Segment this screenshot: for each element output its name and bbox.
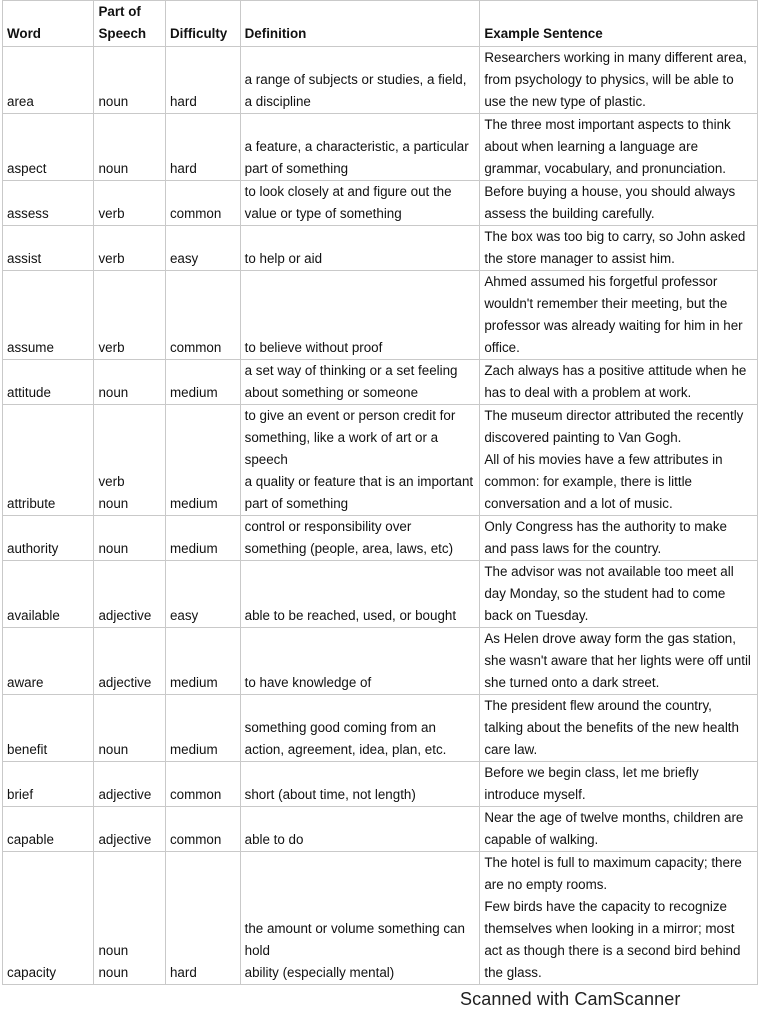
- example-sentence-cell-item: The box was too big to carry, so John asked the store manager to assist him.: [484, 229, 746, 266]
- part-of-speech-cell-item: verb: [98, 251, 125, 266]
- definition-cell-item: to have knowledge of: [244, 675, 372, 690]
- example-sentence-cell: [480, 628, 758, 695]
- word-cell: area: [3, 47, 94, 114]
- part-of-speech-cell-item: adjective: [98, 832, 152, 847]
- definition-cell: [240, 628, 480, 695]
- example-sentence-cell: [480, 852, 758, 985]
- vocabulary-sheet: [2, 0, 758, 985]
- example-sentence-cell-item: Before we begin class, let me briefly introduce myself.: [484, 765, 699, 802]
- word-cell: attitude: [3, 360, 94, 405]
- definition-cell: [240, 561, 480, 628]
- part-of-speech-cell: [94, 762, 166, 807]
- part-of-speech-cell: [94, 561, 166, 628]
- table-row: [3, 628, 758, 695]
- example-sentence-cell: [480, 561, 758, 628]
- word-cell: aspect: [3, 114, 94, 181]
- difficulty-cell: easy: [165, 226, 240, 271]
- header-difficulty: Difficulty: [165, 1, 240, 47]
- example-sentence-cell: [480, 516, 758, 561]
- example-sentence-cell-item: Ahmed assumed his forgetful professor wouldn't remember their meeting, but the professor was already waiting for him in her office.: [484, 274, 743, 355]
- part-of-speech-cell-item: noun: [98, 943, 129, 958]
- table-row: [3, 561, 758, 628]
- table-row: [3, 516, 758, 561]
- example-sentence-cell: [480, 47, 758, 114]
- part-of-speech-cell-item: noun: [98, 94, 129, 109]
- word-cell: assume: [3, 271, 94, 360]
- definition-cell-item: control or responsibility over something (people, area, laws, etc): [244, 519, 454, 556]
- part-of-speech-cell-item: adjective: [98, 675, 152, 690]
- example-sentence-cell: [480, 405, 758, 516]
- definition-cell: [240, 762, 480, 807]
- header-pos-line-2: Speech: [98, 26, 147, 41]
- part-of-speech-cell: [94, 114, 166, 181]
- part-of-speech-cell-item: noun: [98, 742, 129, 757]
- header-example-sentence: Example Sentence: [480, 1, 758, 47]
- definition-cell-item: to look closely at and figure out the value or type of something: [244, 184, 452, 221]
- part-of-speech-cell-item: adjective: [98, 787, 152, 802]
- part-of-speech-cell-item: adjective: [98, 608, 152, 623]
- difficulty-cell: easy: [165, 561, 240, 628]
- difficulty-cell: hard: [165, 114, 240, 181]
- example-sentence-cell: [480, 695, 758, 762]
- part-of-speech-cell-item: noun: [98, 965, 129, 980]
- definition-cell-item: ability (especially mental): [244, 965, 395, 980]
- part-of-speech-cell: [94, 807, 166, 852]
- definition-cell: [240, 47, 480, 114]
- word-cell: benefit: [3, 695, 94, 762]
- definition-cell: [240, 852, 480, 985]
- example-sentence-cell: [480, 226, 758, 271]
- part-of-speech-cell-item: noun: [98, 385, 129, 400]
- part-of-speech-cell: [94, 695, 166, 762]
- table-row: [3, 271, 758, 360]
- part-of-speech-cell-item: verb: [98, 206, 125, 221]
- table-row: [3, 360, 758, 405]
- header-word: Word: [3, 1, 94, 47]
- definition-cell-item: a feature, a characteristic, a particular part of something: [244, 139, 469, 176]
- table-row: [3, 695, 758, 762]
- part-of-speech-cell-item: noun: [98, 496, 129, 511]
- difficulty-cell: medium: [165, 405, 240, 516]
- definition-cell-item: able to be reached, used, or bought: [244, 608, 457, 623]
- word-cell: capacity: [3, 852, 94, 985]
- word-cell: assist: [3, 226, 94, 271]
- example-sentence-cell-item: Few birds have the capacity to recognize themselves when looking in a mirror; most act as though there is a second bird behind the glass.: [484, 899, 741, 980]
- part-of-speech-cell: [94, 271, 166, 360]
- difficulty-cell: common: [165, 807, 240, 852]
- difficulty-cell: hard: [165, 47, 240, 114]
- word-cell: capable: [3, 807, 94, 852]
- word-cell: available: [3, 561, 94, 628]
- example-sentence-cell: [480, 114, 758, 181]
- definition-cell-item: to give an event or person credit for something, like a work of art or a speech: [244, 408, 456, 467]
- header-part-of-speech: [94, 1, 166, 47]
- vocabulary-table: [2, 0, 758, 985]
- definition-cell-item: something good coming from an action, agreement, idea, plan, etc.: [244, 720, 447, 757]
- definition-cell-item: to believe without proof: [244, 340, 383, 355]
- word-cell: aware: [3, 628, 94, 695]
- part-of-speech-cell-item: verb: [98, 474, 125, 489]
- definition-cell-item: a range of subjects or studies, a field, a discipline: [244, 72, 467, 109]
- part-of-speech-cell: [94, 47, 166, 114]
- example-sentence-cell-item: Before buying a house, you should always assess the building carefully.: [484, 184, 736, 221]
- part-of-speech-cell: [94, 226, 166, 271]
- table-row: [3, 807, 758, 852]
- difficulty-cell: common: [165, 271, 240, 360]
- example-sentence-cell: [480, 271, 758, 360]
- example-sentence-cell-item: The three most important aspects to think about when learning a language are grammar, vocabulary, and pronunciation.: [484, 117, 731, 176]
- part-of-speech-cell: [94, 628, 166, 695]
- table-row: [3, 226, 758, 271]
- definition-cell-item: the amount or volume something can hold: [244, 921, 465, 958]
- table-row: [3, 852, 758, 985]
- part-of-speech-cell-item: noun: [98, 541, 129, 556]
- example-sentence-cell-item: Near the age of twelve months, children are capable of walking.: [484, 810, 744, 847]
- part-of-speech-cell-item: verb: [98, 340, 125, 355]
- example-sentence-cell-item: Only Congress has the authority to make and pass laws for the country.: [484, 519, 727, 556]
- table-row: [3, 47, 758, 114]
- example-sentence-cell-item: All of his movies have a few attributes in common: for example, there is little conversation and a lot of music.: [484, 452, 723, 511]
- header-definition: Definition: [240, 1, 480, 47]
- difficulty-cell: hard: [165, 852, 240, 985]
- definition-cell-item: a quality or feature that is an important part of something: [244, 474, 474, 511]
- example-sentence-cell: [480, 762, 758, 807]
- header-pos-line-1: Part of: [98, 4, 141, 19]
- example-sentence-cell-item: As Helen drove away form the gas station, she wasn't aware that her lights were off until she turned onto a dark street.: [484, 631, 751, 690]
- example-sentence-cell: [480, 807, 758, 852]
- example-sentence-cell: [480, 181, 758, 226]
- definition-cell: [240, 405, 480, 516]
- definition-cell: [240, 181, 480, 226]
- camscanner-watermark: Scanned with CamScanner: [460, 989, 681, 1009]
- example-sentence-cell-item: Zach always has a positive attitude when he has to deal with a problem at work.: [484, 363, 747, 400]
- table-row: [3, 762, 758, 807]
- difficulty-cell: medium: [165, 695, 240, 762]
- definition-cell: [240, 695, 480, 762]
- difficulty-cell: medium: [165, 516, 240, 561]
- word-cell: brief: [3, 762, 94, 807]
- part-of-speech-cell: [94, 516, 166, 561]
- part-of-speech-cell: [94, 181, 166, 226]
- definition-cell: [240, 807, 480, 852]
- part-of-speech-cell: [94, 360, 166, 405]
- definition-cell: [240, 360, 480, 405]
- table-row: [3, 181, 758, 226]
- definition-cell: [240, 114, 480, 181]
- table-row: [3, 405, 758, 516]
- word-cell: attribute: [3, 405, 94, 516]
- example-sentence-cell-item: The advisor was not available too meet all day Monday, so the student had to come back on Tuesday.: [484, 564, 734, 623]
- example-sentence-cell-item: The hotel is full to maximum capacity; there are no empty rooms.: [484, 855, 742, 892]
- word-cell: authority: [3, 516, 94, 561]
- table-body: [3, 47, 758, 985]
- definition-cell-item: able to do: [244, 832, 304, 847]
- definition-cell: [240, 226, 480, 271]
- definition-cell: [240, 271, 480, 360]
- definition-cell: [240, 516, 480, 561]
- example-sentence-cell-item: The museum director attributed the recently discovered painting to Van Gogh.: [484, 408, 744, 445]
- definition-cell-item: to help or aid: [244, 251, 323, 266]
- definition-cell-item: short (about time, not length): [244, 787, 416, 802]
- table-row: [3, 114, 758, 181]
- part-of-speech-cell-item: noun: [98, 161, 129, 176]
- difficulty-cell: medium: [165, 628, 240, 695]
- definition-cell-item: a set way of thinking or a set feeling about something or someone: [244, 363, 458, 400]
- difficulty-cell: common: [165, 181, 240, 226]
- difficulty-cell: medium: [165, 360, 240, 405]
- part-of-speech-cell: [94, 405, 166, 516]
- part-of-speech-cell: [94, 852, 166, 985]
- example-sentence-cell-item: Researchers working in many different area, from psychology to physics, will be able to use the new type of plastic.: [484, 50, 747, 109]
- difficulty-cell: common: [165, 762, 240, 807]
- example-sentence-cell: [480, 360, 758, 405]
- word-cell: assess: [3, 181, 94, 226]
- example-sentence-cell-item: The president flew around the country, talking about the benefits of the new health care law.: [484, 698, 739, 757]
- table-header-row: [3, 1, 758, 47]
